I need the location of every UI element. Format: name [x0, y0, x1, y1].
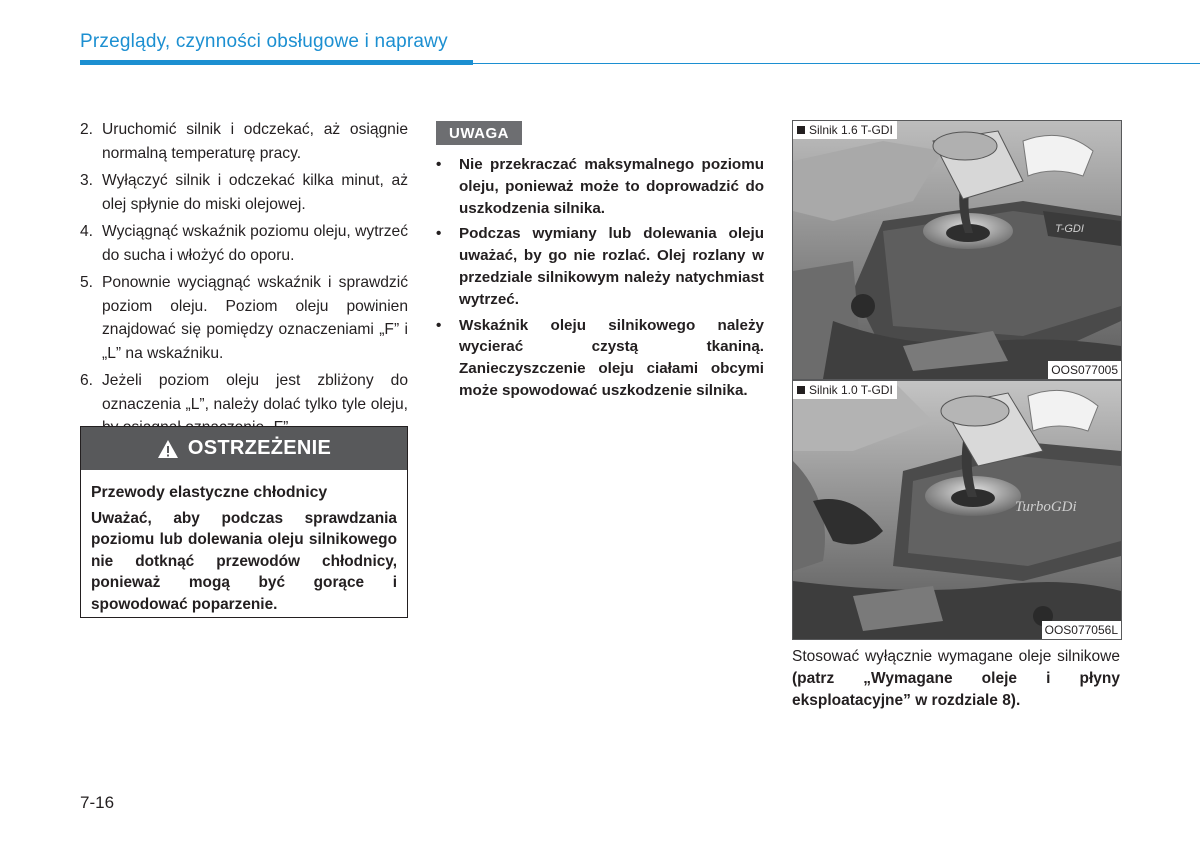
- engine-figure-1-6: [792, 120, 1122, 380]
- oil-spec-note: [792, 646, 1120, 712]
- warning-text: Uważać, aby podczas sprawdzania poziomu lub dolewania oleju silnikowego nie dotknąć przewodów chłodnicy, ponieważ mogą być gorące i spowodować poparzenie.: [91, 509, 397, 613]
- caution-text: Podczas wymiany lub dolewania oleju uważać, by go nie rozlać. Olej rozlany w przedziale silnikowym należy natychmiast wytrzeć.: [459, 225, 764, 308]
- square-bullet-icon: [797, 126, 805, 134]
- step-number: 6.: [80, 372, 94, 389]
- step-item: [80, 118, 408, 165]
- step-number: 4.: [80, 223, 94, 240]
- page-number: 7-16: [80, 793, 115, 812]
- warning-box: [80, 426, 408, 618]
- warning-triangle-icon: [157, 439, 179, 459]
- square-bullet-icon: [797, 386, 805, 394]
- header-accent-bar: [80, 60, 473, 65]
- note-reference: (patrz „Wymagane oleje i płyny eksploatacyjne” w rozdziale 8).: [792, 670, 1120, 709]
- caution-badge: UWAGA: [436, 121, 522, 145]
- step-number: 5.: [80, 274, 94, 291]
- caution-item: [436, 223, 764, 310]
- figure-code: OOS077056L: [1042, 621, 1121, 639]
- section-title: Przeglądy, czynności obsługowe i naprawy: [80, 31, 448, 52]
- engine-figure-1-0: [792, 380, 1122, 640]
- warning-body: [81, 470, 407, 615]
- caution-item: [436, 154, 764, 219]
- steps-list: [80, 118, 408, 444]
- caution-item: [436, 315, 764, 402]
- bullet-icon: •: [436, 316, 442, 334]
- bullet-icon: •: [436, 225, 442, 243]
- step-item: [80, 169, 408, 216]
- engine-oil-fill-illustration: [793, 381, 1121, 639]
- step-text: Ponownie wyciągnąć wskaźnik i sprawdzić poziom oleju. Poziom oleju powinien znajdować się pomiędzy oznaczeniami „F” i „L” na wskaźniku.: [102, 274, 408, 362]
- warning-header: [81, 427, 407, 470]
- step-number: 3.: [80, 172, 94, 189]
- step-number: 2.: [80, 121, 94, 138]
- note-text: Stosować wyłącznie wymagane oleje silnikowe: [792, 648, 1120, 665]
- caution-list: [436, 154, 764, 406]
- step-text: Wyciągnąć wskaźnik poziomu oleju, wytrzeć do sucha i włożyć do oporu.: [102, 223, 408, 264]
- caution-text: Nie przekraczać maksymalnego poziomu oleju, ponieważ może to doprowadzić do uszkodzenia silnika.: [459, 156, 764, 217]
- figure-label: Silnik 1.6 T-GDI: [793, 121, 897, 139]
- step-text: Jeżeli poziom oleju jest zbliżony do oznaczenia „L”, należy dolać tylko tyle oleju,: [102, 372, 408, 413]
- step-item: [80, 271, 408, 365]
- step-text: Wyłączyć silnik i odczekać kilka minut, aż olej spłynie do miski olejowej.: [102, 172, 408, 213]
- engine-oil-fill-illustration: [793, 121, 1121, 379]
- bullet-icon: •: [436, 156, 442, 173]
- header-rule: [473, 63, 1200, 64]
- figure-code: OOS077005: [1048, 361, 1121, 379]
- step-text: Uruchomić silnik i odczekać, aż osiągnie normalną temperaturę pracy.: [102, 121, 408, 162]
- warning-subtitle: Przewody elastyczne chłodnicy: [91, 484, 328, 501]
- cover-text: TurboGDi: [1015, 499, 1077, 515]
- step-item: [80, 220, 408, 267]
- caution-text: Wskaźnik oleju silnikowego należy wycierać czystą tkaniną. Zanieczyszczenie oleju ciałami obcymi może spowodować uszkodzenie silnika.: [459, 316, 764, 399]
- figure-label: Silnik 1.0 T-GDI: [793, 381, 897, 399]
- cover-text: T-GDI: [1055, 223, 1084, 235]
- warning-title: OSTRZEŻENIE: [187, 437, 332, 459]
